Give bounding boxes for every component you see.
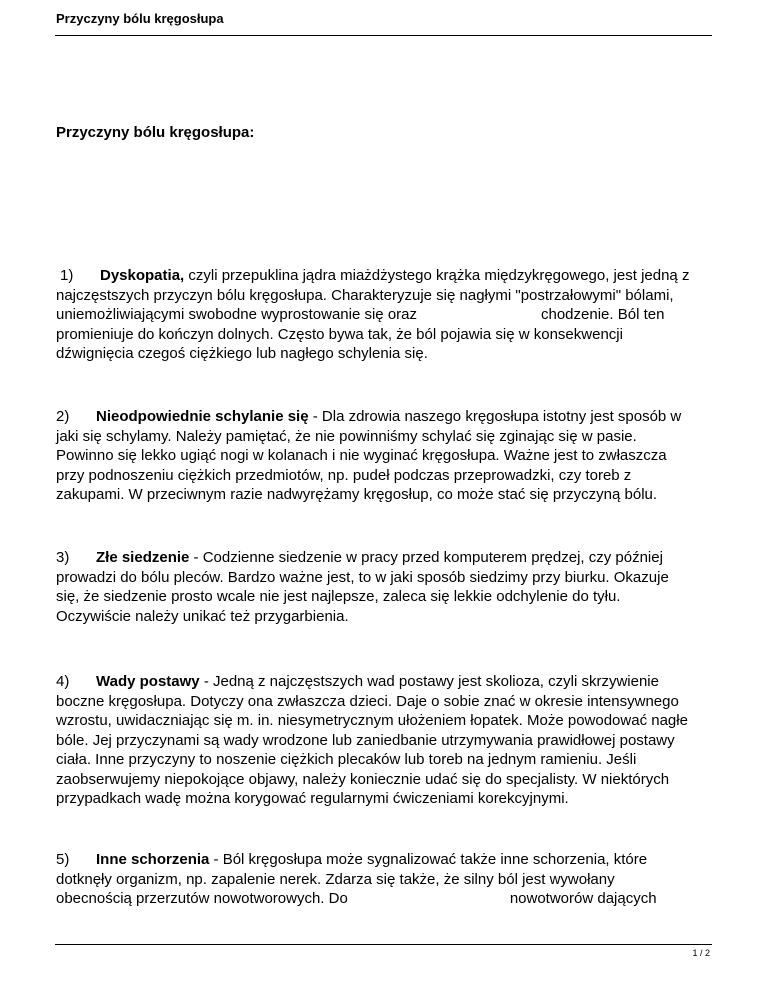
paragraph-line: zakupami. W przeciwnym razie nadwyrężamy kręgosłup, co może stać się przyczyną bólu. — [56, 486, 658, 503]
paragraph-line: zaobserwujemy niepokojące objawy, należy koniecznie udać się do specjalisty. W niektórych — [56, 770, 670, 788]
paragraph-text: uniemożliwiającymi swobodne wyprostowanie się oraz — [56, 306, 417, 323]
paragraph-line: Powinno się lekko ugiąć nogi w kolanach i nie wyginać kręgosłupa. Ważne jest to zwłaszcza — [56, 447, 667, 464]
paragraph-line: ciała. Inne przyczyny to noszenie ciężkich plecaków lub toreb na jednym ramieniu. Jeśli — [56, 751, 637, 768]
paragraph-text: nowotworów dających — [509, 890, 657, 907]
paragraph-text: - Jedną z najczęstszych wad postawy jest skolioza, czyli skrzywienie — [203, 673, 659, 690]
paragraph-line: przy podnoszeniu ciężkich przedmiotów, np. pudeł podczas przeprowadzki, czy toreb z — [56, 466, 632, 484]
item-number: 1) — [60, 267, 74, 284]
item-number: 4) — [56, 673, 70, 690]
footer-divider — [55, 944, 712, 945]
paragraph-line: bóle. Jej przyczynami są wady wrodzone lub zaniedbanie utrzymywania prawidłowej postawy — [56, 731, 675, 749]
item-term: Dyskopatia, — [100, 267, 185, 284]
paragraph-text: - Ból kręgosłupa może sygnalizować także inne schorzenia, które — [213, 851, 648, 868]
paragraph-text: - Dla zdrowia naszego kręgosłupa istotny jest sposób w — [312, 408, 682, 425]
paragraph-line: jaki się schylamy. Należy pamiętać, że nie powinniśmy schylać się zginając się w pasie. — [56, 427, 637, 445]
paragraph-line: najczęstszych przyczyn bólu kręgosłupa. Charakteryzuje się nagłymi "postrzałowymi" bólami, — [56, 286, 674, 304]
item-term: Złe siedzenie — [96, 549, 190, 566]
list-item-inne-schorzenia — [56, 850, 716, 909]
paragraph-line: dotknęły organizm, np. zapalenie nerek. Zdarza się także, że silny ból jest wywołany — [56, 870, 615, 888]
item-term: Inne schorzenia — [96, 851, 210, 868]
paragraph-line — [56, 672, 716, 692]
paragraph-line: wzrostu, uwidaczniając się m. in. niesymetrycznym ułożeniem łopatek. Może powodować nagłe — [56, 712, 688, 729]
paragraph-line: dźwignięcia czegoś ciężkiego lub nagłego schylenia się. — [56, 345, 428, 362]
paragraph-line: przypadkach wadę można korygować regularnymi ćwiczeniami korekcyjnymi. — [56, 790, 569, 807]
paragraph-text: czyli przepuklina jądra miażdżystego krążka międzykręgowego, jest jedną z — [188, 267, 690, 284]
paragraph-line — [56, 889, 716, 909]
paragraph-text: obecnością przerzutów nowotworowych. Do — [56, 890, 348, 907]
list-item-dyskopatia — [56, 266, 716, 364]
list-item-wady-postawy — [56, 672, 716, 809]
item-number: 5) — [56, 851, 70, 868]
paragraph-line — [56, 305, 716, 325]
item-number: 2) — [56, 408, 70, 425]
paragraph-line — [56, 850, 716, 870]
paragraph-line: prowadzi do bólu pleców. Bardzo ważne jest, to w jaki sposób siedzimy przy biurku. Okazuje — [56, 568, 669, 586]
header-divider — [55, 35, 712, 36]
paragraph-line: boczne kręgosłupa. Dotyczy ona zwłaszcza dzieci. Daje o sobie znać w okresie intensywnego — [56, 692, 679, 710]
item-number: 3) — [56, 549, 70, 566]
list-item-schylanie — [56, 407, 716, 505]
paragraph-line — [56, 548, 716, 568]
paragraph-text: chodzenie. Ból ten — [541, 306, 665, 323]
list-item-siedzenie — [56, 548, 716, 626]
paragraph-text: - Codzienne siedzenie w pracy przed komputerem prędzej, czy później — [193, 549, 663, 566]
running-header-title: Przyczyny bólu kręgosłupa — [56, 11, 224, 26]
paragraph-line: Oczywiście należy unikać też przygarbienia. — [56, 607, 349, 625]
paragraph-line — [56, 407, 716, 427]
item-term: Wady postawy — [96, 673, 200, 690]
paragraph-line: się, że siedzenie prosto wcale nie jest najlepsze, zaleca się lekkie odchylenie do tyłu. — [56, 588, 621, 605]
section-title: Przyczyny bólu kręgosłupa: — [56, 124, 255, 141]
paragraph-line — [56, 266, 716, 286]
item-term: Nieodpowiednie schylanie się — [96, 408, 309, 425]
page-number: 1 / 2 — [692, 948, 710, 958]
paragraph-line: promieniuje do kończyn dolnych. Często bywa tak, że ból pojawia się w konsekwencji — [56, 325, 623, 343]
